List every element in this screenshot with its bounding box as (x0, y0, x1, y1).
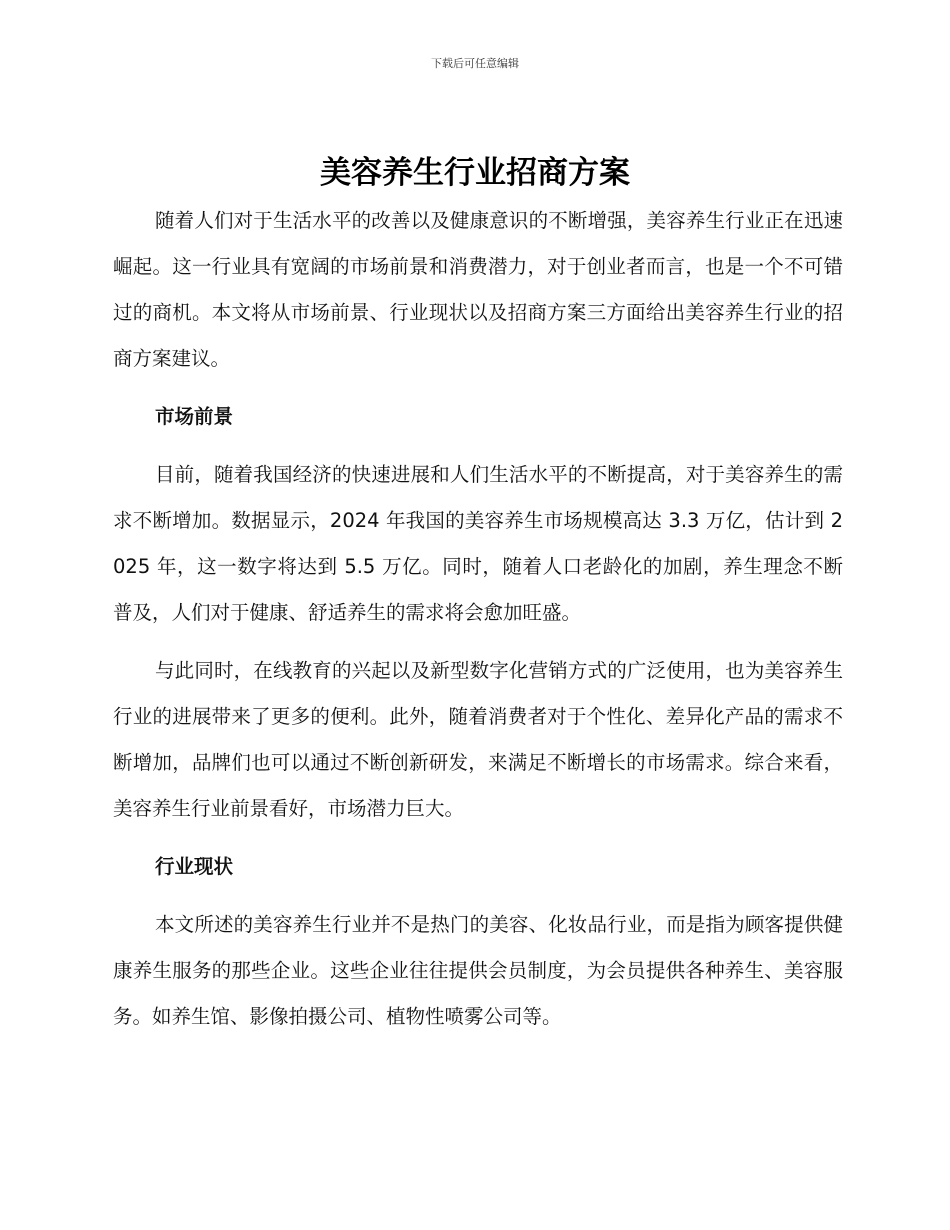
section-heading-industry-status: 行业现状 (155, 855, 234, 878)
header-note: 下载后可任意编辑 (431, 57, 519, 70)
intro-paragraph: 随着人们对于生活水平的改善以及健康意识的不断增强，美容养生行业正在迅速崛起。这一行业具有宽阔的市场前景和消费潜力，对于创业者而言，也是一个不可错过的商机。本文将从市场前景、行业现状以及招商方案三方面给出美容养生行业的招商方案建议。 (113, 209, 843, 370)
document-body (113, 198, 843, 1040)
document-title: 美容养生行业招商方案 (320, 155, 630, 191)
industry-status-paragraph-1: 本文所述的美容养生行业并不是热门的美容、化妆品行业，而是指为顾客提供健康养生服务的那些企业。这些企业往往提供会员制度，为会员提供各种养生、美容服务。如养生馆、影像拍摄公司、植物性喷雾公司等。 (113, 913, 843, 1028)
market-outlook-paragraph-2: 与此同时，在线教育的兴起以及新型数字化营销方式的广泛使用，也为美容养生行业的进展带来了更多的便利。此外，随着消费者对于个性化、差异化产品的需求不断增加，品牌们也可以通过不断创新研发，来满足不断增长的市场需求。综合来看，美容养生行业前景看好，市场潜力巨大。 (113, 659, 843, 820)
section-heading-market-outlook: 市场前景 (155, 405, 234, 428)
market-outlook-paragraph-1: 目前，随着我国经济的快速进展和人们生活水平的不断提高，对于美容养生的需求不断增加。数据显示，2024 年我国的美容养生市场规模高达 3.3 万亿，估计到 2025 年，这一数字将达到 5.5 万亿。同时，随着人口老龄化的加剧，养生理念不断普及，人们对于健康、舒适养生的需求将会愈加旺盛。 (113, 463, 843, 624)
